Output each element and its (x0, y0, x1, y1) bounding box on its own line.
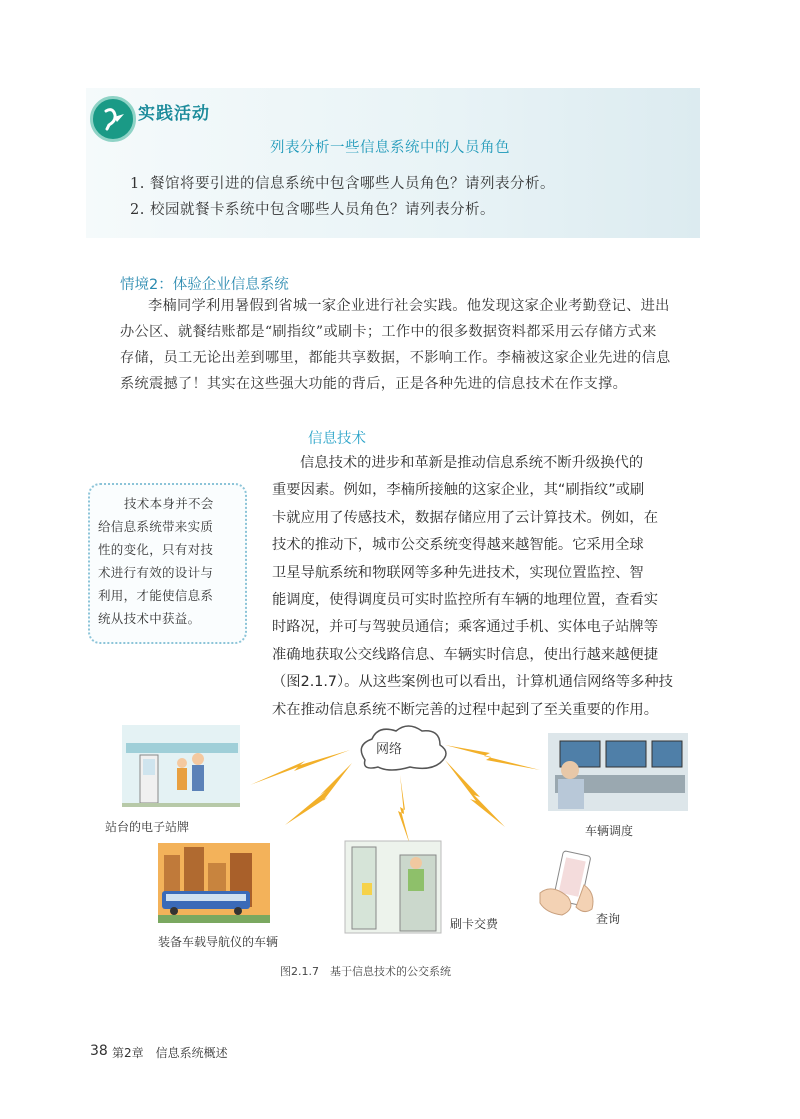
label-card-payment: 刷卡交费 (450, 917, 499, 931)
note-line: 给信息系统带来实质 (98, 519, 214, 534)
figure-caption: 图2.1.7 基于信息技术的公交系统 (280, 965, 451, 978)
card-payment-illustration (345, 841, 441, 933)
label-dispatch: 车辆调度 (585, 824, 634, 838)
cloud-label: 网络 (376, 742, 403, 757)
lightning-bolt-icon (398, 775, 410, 845)
info-line: 信息技术的进步和革新是推动信息系统不断升级换代的 (300, 455, 644, 471)
info-line: 准确地获取公交线路信息、车辆实时信息，使出行越来越便捷 (272, 646, 659, 663)
bus-illustration (158, 843, 270, 923)
note-line: 性的变化，只有对技 (98, 542, 214, 557)
margin-note-text (98, 492, 238, 630)
note-line: 统从技术中获益。 (98, 611, 201, 626)
lightning-bolt-icon (445, 745, 540, 770)
network-cloud-icon (361, 726, 446, 770)
scenario-line-3: 存储，员工无论出差到哪里，都能共享数据，不影响工作。李楠被这家企业先进的信息 (120, 350, 671, 366)
label-station-sign: 站台的电子站牌 (105, 820, 190, 834)
info-line: 卫星导航系统和物联网等多种先进技术，实现位置监控、智 (272, 564, 644, 581)
lightning-bolt-icon (250, 750, 350, 785)
page-number: 38 (90, 1043, 108, 1059)
note-line: 技术本身并不会 (124, 496, 214, 511)
info-line: （图2.1.7）。从这些案例也可以看出，计算机通信网络等多种技 (272, 674, 673, 691)
lightning-bolt-icon (285, 763, 352, 825)
lightning-bolt-icon (445, 760, 505, 827)
info-line: 能调度，使得调度员可实时监控所有车辆的地理位置，查看实 (272, 592, 659, 609)
activity-badge-icon (90, 96, 136, 142)
info-line: 技术的推动下，城市公交系统变得越来越智能。它采用全球 (272, 537, 644, 554)
scenario-heading: 情境2：体验企业信息系统 (120, 277, 289, 293)
note-line: 术进行有效的设计与 (98, 565, 214, 580)
label-bus: 装备车载导航仪的车辆 (158, 935, 279, 949)
activity-subtitle: 列表分析一些信息系统中的人员角色 (270, 140, 510, 156)
info-line: 重要因素。例如，李楠所接触的这家企业，其“刷指纹”或刷 (272, 482, 645, 499)
phone-query-illustration (540, 851, 593, 915)
scenario-line-2: 办公区、就餐结账都是“刷指纹”或刷卡；工作中的很多数据资料都采用云存储方式来 (120, 324, 657, 340)
activity-item-2: 2. 校园就餐卡系统中包含哪些人员角色？请列表分析。 (130, 202, 495, 218)
scenario-line-1: 李楠同学利用暑假到省城一家企业进行社会实践。他发现这家企业考勤登记、进出 (148, 298, 670, 314)
bus-system-figure (100, 715, 720, 965)
info-line: 术在推动信息系统不断完善的过程中起到了至关重要的作用。 (272, 701, 659, 718)
station-sign-illustration (122, 725, 240, 807)
scenario-paragraph (120, 293, 712, 397)
label-query: 查询 (596, 912, 621, 926)
chapter-title: 第2章 信息系统概述 (112, 1046, 228, 1060)
activity-title: 实践活动 (138, 104, 210, 124)
activity-item-1: 1. 餐馆将要引进的信息系统中包含哪些人员角色？请列表分析。 (130, 176, 555, 192)
dispatch-illustration (548, 733, 688, 811)
info-tech-heading: 信息技术 (308, 431, 366, 447)
info-tech-paragraph (272, 450, 712, 724)
info-line: 时路况，并可与驾驶员通信；乘客通过手机、实体电子站牌等 (272, 619, 659, 636)
info-line: 卡就应用了传感技术，数据存储应用了云计算技术。例如，在 (272, 509, 659, 526)
note-line: 利用，才能使信息系 (98, 588, 214, 603)
scenario-line-4: 系统震撼了！其实在这些强大功能的背后，正是各种先进的信息技术在作支撑。 (120, 376, 628, 392)
